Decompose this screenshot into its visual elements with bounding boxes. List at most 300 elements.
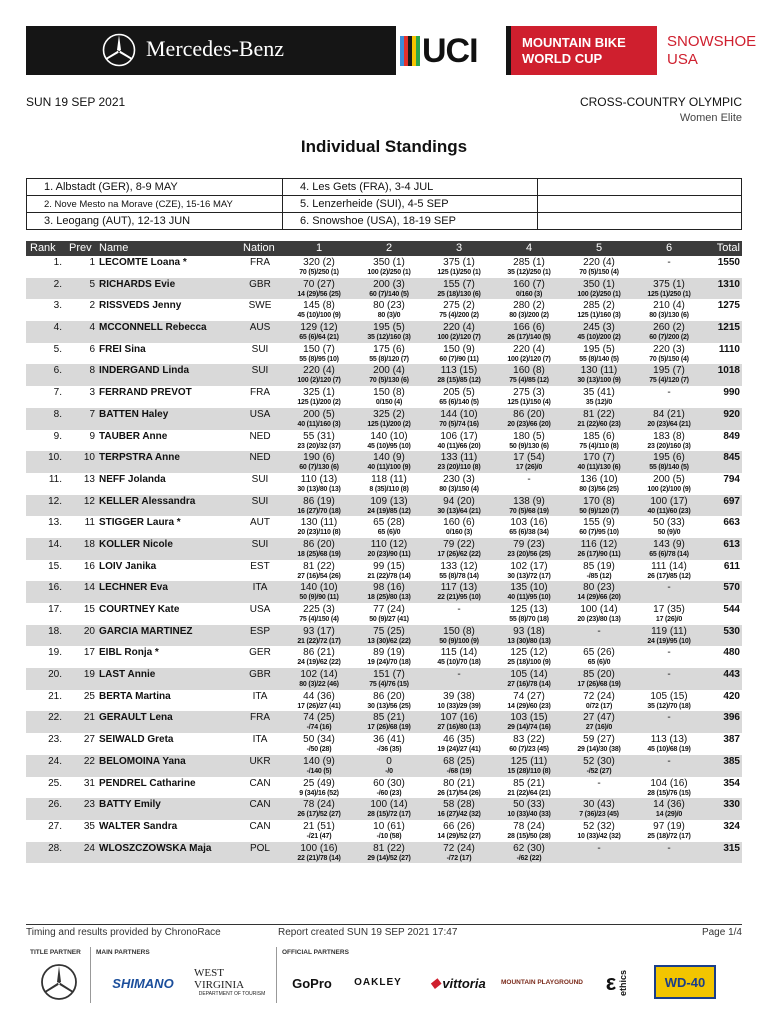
round-detail-cell: -/36 (35) <box>376 746 402 754</box>
rider-name-cell: KELLER Alessandra <box>99 495 196 507</box>
round-points-cell: 102 (14) <box>300 669 338 681</box>
round-detail-cell: 80 (3)/130 (6) <box>649 312 689 320</box>
nation-cell: CAN <box>249 799 271 811</box>
round-detail-cell: 17 (26)/0 <box>655 616 683 623</box>
rider-name-cell: WALTER Sandra <box>99 820 178 832</box>
table-row <box>26 646 742 668</box>
col-total: Total <box>716 242 740 254</box>
round-points-cell: 111 (14) <box>651 560 687 572</box>
table-row <box>26 451 742 473</box>
round-detail-cell: 70 (5)/250 (1) <box>299 269 339 276</box>
round-detail-cell: 45 (10)/100 (9) <box>297 312 341 320</box>
round-detail-cell: 19 (24)/27 (41) <box>437 746 481 754</box>
round-points-cell: 85 (21) <box>513 777 545 789</box>
round-points-cell: 81 (22) <box>373 842 405 854</box>
round-detail-cell: 50 (9)/120 (7) <box>579 507 619 515</box>
round-detail-cell: 20 (23)/64 (21) <box>647 420 691 428</box>
nation-cell: FRA <box>250 387 270 399</box>
prev-rank-cell: 18 <box>83 538 95 550</box>
round-detail-cell: 25 (18)/100 (9) <box>507 659 551 667</box>
total-cell: 663 <box>723 517 740 529</box>
prev-rank-cell: 7 <box>89 408 95 420</box>
round-empty <box>538 196 741 213</box>
rank-cell: 14. <box>48 538 62 550</box>
round-points-cell: 74 (27) <box>513 690 545 702</box>
round-detail-cell: 80 (3)/0 <box>377 312 401 320</box>
round-detail-cell: 65 (6)/78 (14) <box>649 550 689 558</box>
round-points-cell: 260 (2) <box>653 322 685 334</box>
round-points-cell: 17 (54) <box>513 452 545 464</box>
round-detail-cell: 55 (8)/120 (7) <box>369 355 409 363</box>
round-detail-cell: 26 (17)/85 (12) <box>647 572 691 580</box>
nation-cell: ITA <box>252 734 268 746</box>
round-points-cell: 130 (11) <box>580 365 618 377</box>
round-points-cell: 136 (10) <box>580 473 618 485</box>
round-points-cell: 65 (28) <box>373 517 405 529</box>
round-detail-cell: 29 (14)/74 (16) <box>507 724 551 732</box>
round-points-cell: 155 (7) <box>443 278 475 290</box>
round-points-cell: 80 (21) <box>443 777 475 789</box>
round-points-cell: 125 (11) <box>510 755 548 767</box>
round-detail-cell: 50 (9)/0 <box>657 529 681 537</box>
round-points-cell: 140 (9) <box>373 452 405 464</box>
round-points-cell: 78 (24) <box>303 799 335 811</box>
round-detail-cell: 18 (25)/80 (13) <box>367 594 411 602</box>
prev-rank-cell: 14 <box>83 582 95 594</box>
round-detail-cell: 75 (4)/85 (12) <box>509 377 549 385</box>
round-detail-cell: 100 (2)/120 (7) <box>507 355 551 363</box>
round-detail-cell: 8 (35)/110 (8) <box>369 485 409 493</box>
round-points-cell: 285 (2) <box>583 300 615 312</box>
prev-rank-cell: 15 <box>83 604 95 615</box>
round-detail-cell: 75 (4)/110 (8) <box>579 442 619 450</box>
round-points-cell: 150 (8) <box>373 387 405 399</box>
round-detail-cell: 100 (2)/250 (1) <box>577 290 621 298</box>
round-detail-cell: -/10 (58) <box>376 832 402 840</box>
round-detail-cell: 65 (6)/0 <box>377 529 401 537</box>
round-points-cell: 86 (19) <box>303 495 335 507</box>
round-detail-cell: 17 (26)/68 (19) <box>367 724 411 732</box>
round-detail-cell: 23 (20)/56 (25) <box>507 550 551 558</box>
rider-name-cell: GERAULT Lena <box>99 712 173 724</box>
round-detail-cell: 55 (8)/70 (18) <box>509 616 549 623</box>
round-points-cell: 50 (33) <box>653 517 685 529</box>
total-cell: 354 <box>723 777 740 789</box>
rank-cell: 10. <box>48 452 62 464</box>
round-detail-cell: 35 (12)/160 (3) <box>367 334 411 342</box>
round-points-cell: - <box>667 712 671 724</box>
rank-cell: 2. <box>53 278 62 290</box>
rank-cell: 12. <box>48 495 62 507</box>
round-points-cell: 195 (7) <box>653 365 685 377</box>
round-points-cell: 58 (28) <box>443 799 475 811</box>
round-points-cell: 350 (1) <box>373 257 405 268</box>
rank-cell: 6. <box>53 365 62 377</box>
round-detail-cell: 23 (20)/32 (37) <box>297 442 341 450</box>
round-points-cell: - <box>597 777 601 789</box>
round-2: 2. Nove Mesto na Morave (CZE), 15-16 MAY <box>27 196 283 213</box>
table-row <box>26 516 742 538</box>
prev-rank-cell: 2 <box>89 300 95 312</box>
round-detail-cell: -/140 (5) <box>306 767 332 775</box>
round-detail-cell: 80 (3)/22 (46) <box>299 681 339 689</box>
round-detail-cell: 40 (11)/130 (6) <box>577 464 621 472</box>
round-detail-cell: 75 (4)/200 (2) <box>439 312 479 320</box>
round-points-cell: 125 (12) <box>510 647 548 659</box>
round-detail-cell: 28 (15)/72 (17) <box>367 811 411 819</box>
round-points-cell: 66 (26) <box>443 820 475 832</box>
table-row <box>26 733 742 755</box>
round-points-cell: - <box>667 647 671 659</box>
round-points-cell: 72 (24) <box>443 842 475 854</box>
table-row <box>26 408 742 430</box>
round-points-cell: 350 (1) <box>583 278 615 290</box>
round-points-cell: - <box>667 257 671 268</box>
round-detail-cell: 60 (7)/140 (5) <box>369 290 409 298</box>
round-points-cell: - <box>597 842 601 854</box>
round-detail-cell: 24 (19)/62 (22) <box>297 659 341 667</box>
round-detail-cell: 22 (21)/78 (14) <box>297 854 341 862</box>
prev-rank-cell: 16 <box>83 560 95 572</box>
round-empty <box>538 213 741 230</box>
round-detail-cell: 125 (1)/250 (1) <box>437 269 481 276</box>
round-points-cell: 81 (22) <box>303 560 335 572</box>
nation-cell: CAN <box>249 820 271 832</box>
round-detail-cell: -/0 <box>385 767 393 775</box>
round-points-cell: 50 (34) <box>303 734 335 746</box>
round-detail-cell: 50 (9)/27 (41) <box>369 616 409 623</box>
round-points-cell: 77 (24) <box>373 604 405 615</box>
round-detail-cell: 60 (7)/23 (45) <box>509 746 549 754</box>
rider-name-cell: BATTEN Haley <box>99 408 169 420</box>
round-detail-cell: 75 (4)/120 (7) <box>649 377 689 385</box>
nation-cell: GBR <box>249 669 271 681</box>
round-points-cell: - <box>667 755 671 767</box>
table-row <box>26 755 742 777</box>
col-round-5: 5 <box>595 242 603 254</box>
prev-rank-cell: 10 <box>83 452 95 464</box>
round-detail-cell: 17 (26)/27 (41) <box>297 702 341 710</box>
round-detail-cell: -/85 (12) <box>586 572 612 580</box>
rider-name-cell: FREI Sina <box>99 343 146 355</box>
round-detail-cell: -/74 (16) <box>306 724 332 732</box>
round-detail-cell: 9 (34)/16 (52) <box>299 789 339 797</box>
round-points-cell: 30 (43) <box>583 799 615 811</box>
event-name: CROSS-COUNTRY OLYMPIC <box>579 95 742 109</box>
round-detail-cell: 30 (13)/80 (13) <box>297 485 341 493</box>
round-detail-cell: 40 (11)/60 (23) <box>647 507 691 515</box>
round-points-cell: 200 (3) <box>373 278 405 290</box>
round-detail-cell: 40 (11)/100 (9) <box>367 464 411 472</box>
round-detail-cell: 60 (7)/130 (6) <box>299 464 339 472</box>
rider-name-cell: PENDREL Catharine <box>99 777 196 789</box>
nation-cell: SUI <box>251 365 269 377</box>
col-prev: Prev <box>69 242 92 254</box>
round-points-cell: 119 (11) <box>651 625 687 637</box>
round-points-cell: 150 (7) <box>303 343 335 355</box>
round-points-cell: 62 (30) <box>513 842 545 854</box>
round-points-cell: 320 (2) <box>303 257 335 268</box>
round-detail-cell: -/68 (19) <box>446 767 472 775</box>
round-detail-cell: 26 (17)/140 (5) <box>507 334 551 342</box>
round-detail-cell: 25 (18)/72 (17) <box>647 832 691 840</box>
round-points-cell: 103 (16) <box>510 517 548 529</box>
round-detail-cell: 100 (2)/120 (7) <box>437 334 481 342</box>
nation-cell: AUS <box>249 322 271 334</box>
rank-cell: 26. <box>48 799 62 811</box>
rider-name-cell: COURTNEY Kate <box>99 604 180 615</box>
round-detail-cell: 23 (20)/160 (3) <box>647 442 691 450</box>
prev-rank-cell: 3 <box>89 387 95 399</box>
round-detail-cell: 15 (28)/110 (8) <box>507 767 551 775</box>
round-points-cell: 210 (4) <box>653 300 685 312</box>
round-points-cell: 125 (13) <box>510 604 548 615</box>
prev-rank-cell: 5 <box>89 278 95 290</box>
round-detail-cell: 55 (8)/140 (5) <box>649 464 689 472</box>
venue-line1: SNOWSHOE <box>667 33 757 50</box>
table-row <box>26 430 742 452</box>
round-detail-cell: 30 (13)/72 (17) <box>507 572 551 580</box>
series-line1: MOUNTAIN BIKE <box>522 35 626 50</box>
title-partner-label: TITLE PARTNER <box>30 949 81 956</box>
round-detail-cell: 14 (29)/56 (25) <box>297 290 341 298</box>
round-points-cell: - <box>667 842 671 854</box>
rainbow-stripes-icon <box>400 36 420 66</box>
rider-name-cell: BERTA Martina <box>99 690 171 702</box>
round-detail-cell: 70 (5)/130 (6) <box>369 377 409 385</box>
sponsor-name: Mercedes-Benz <box>146 36 285 61</box>
mercedes-star-icon <box>102 33 136 67</box>
rider-name-cell: LECOMTE Loana * <box>99 257 187 268</box>
round-points-cell: 106 (17) <box>440 430 478 442</box>
round-detail-cell: 30 (13)/100 (9) <box>577 377 621 385</box>
rank-cell: 16. <box>48 582 62 594</box>
prev-rank-cell: 21 <box>83 712 95 724</box>
round-detail-cell: 65 (6)/0 <box>587 659 611 667</box>
rider-name-cell: EIBL Ronja * <box>99 647 159 659</box>
round-points-cell: 170 (8) <box>583 495 615 507</box>
round-points-cell: 200 (5) <box>303 408 335 420</box>
round-points-cell: 89 (19) <box>373 647 405 659</box>
rank-cell: 22. <box>48 712 62 724</box>
round-detail-cell: 45 (10)/95 (10) <box>367 442 411 450</box>
round-detail-cell: 28 (15)/76 (15) <box>647 789 691 797</box>
series-badge <box>511 26 657 75</box>
round-points-cell: 195 (5) <box>583 343 615 355</box>
round-detail-cell: 55 (8)/140 (5) <box>579 355 619 363</box>
round-detail-cell: 26 (17)/54 (26) <box>437 789 481 797</box>
col-round-1: 1 <box>315 242 323 254</box>
col-rank: Rank <box>30 242 56 254</box>
round-points-cell: 83 (22) <box>513 734 545 746</box>
table-row <box>26 668 742 690</box>
round-detail-cell: 28 (15)/50 (28) <box>507 832 551 840</box>
round-points-cell: 325 (1) <box>303 387 335 399</box>
round-points-cell: 110 (13) <box>300 473 338 485</box>
round-points-cell: 50 (33) <box>513 799 545 811</box>
uci-logo <box>396 26 506 75</box>
category: Women Elite <box>679 112 742 124</box>
rider-name-cell: FERRAND PREVOT <box>99 387 192 399</box>
total-cell: 794 <box>723 473 740 485</box>
prev-rank-cell: 25 <box>83 690 95 702</box>
round-points-cell: 151 (7) <box>373 669 405 681</box>
nation-cell: SUI <box>251 473 269 485</box>
table-row <box>26 278 742 300</box>
prev-rank-cell: 35 <box>83 820 95 832</box>
round-points-cell: 85 (21) <box>373 712 405 724</box>
rider-name-cell: LOIV Janika <box>99 560 157 572</box>
round-points-cell: 133 (12) <box>440 560 478 572</box>
total-cell: 697 <box>723 495 740 507</box>
round-detail-cell: 13 (30)/62 (22) <box>367 637 411 645</box>
prev-rank-cell: 1 <box>89 257 95 268</box>
total-cell: 849 <box>723 430 740 442</box>
venue-badge <box>657 26 757 75</box>
round-empty <box>538 179 741 196</box>
rider-name-cell: KOLLER Nicole <box>99 538 173 550</box>
round-points-cell: 80 (23) <box>583 582 615 594</box>
round-detail-cell: 27 (16)/80 (13) <box>437 724 481 732</box>
round-points-cell: 129 (12) <box>300 322 338 334</box>
official-partners-label: OFFICIAL PARTNERS <box>282 949 349 956</box>
round-detail-cell: 7 (36)/23 (45) <box>579 811 619 819</box>
prev-rank-cell: 23 <box>83 799 95 811</box>
round-points-cell: 55 (31) <box>303 430 335 442</box>
rank-cell: 25. <box>48 777 62 789</box>
round-points-cell: 140 (9) <box>303 755 335 767</box>
round-detail-cell: 27 (16)/78 (14) <box>507 681 551 689</box>
partners-strip <box>26 945 742 1005</box>
round-detail-cell: 45 (10)/68 (19) <box>647 746 691 754</box>
round-points-cell: 79 (22) <box>443 538 475 550</box>
round-detail-cell: 13 (30)/80 (13) <box>507 637 551 645</box>
total-cell: 324 <box>723 820 740 832</box>
round-points-cell: 150 (8) <box>443 625 475 637</box>
rider-name-cell: TAUBER Anne <box>99 430 168 442</box>
shimano-logo: SHIMANO <box>112 975 174 991</box>
round-detail-cell: -/21 (47) <box>306 832 332 840</box>
total-cell: 613 <box>723 538 740 550</box>
page-title: Individual Standings <box>300 137 468 156</box>
round-6: 6. Snowshoe (USA), 18-19 SEP <box>283 213 538 230</box>
nation-cell: EST <box>250 560 270 572</box>
round-detail-cell: 26 (17)/90 (11) <box>577 550 621 558</box>
total-cell: 315 <box>723 842 740 854</box>
round-detail-cell: 0/160 (3) <box>445 529 473 537</box>
table-row <box>26 820 742 842</box>
round-detail-cell: 20 (23)/80 (13) <box>577 616 621 623</box>
round-points-cell: - <box>457 604 461 615</box>
timing-credit: Timing and results provided by ChronoRace <box>26 927 221 938</box>
rank-cell: 21. <box>48 690 62 702</box>
total-cell: 480 <box>723 647 740 659</box>
round-detail-cell: 21 (22)/64 (21) <box>507 789 551 797</box>
round-detail-cell: -/62 (22) <box>516 854 542 862</box>
col-round-4: 4 <box>525 242 533 254</box>
round-points-cell: - <box>597 625 601 637</box>
rank-cell: 17. <box>48 604 62 615</box>
round-detail-cell: 21 (22)/60 (23) <box>577 420 621 428</box>
round-points-cell: 39 (38) <box>443 690 475 702</box>
total-cell: 920 <box>723 408 740 420</box>
round-detail-cell: -/72 (17) <box>446 854 472 862</box>
nation-cell: ITA <box>252 690 268 702</box>
round-points-cell: 93 (17) <box>303 625 335 637</box>
round-detail-cell: 29 (14)/52 (27) <box>367 854 411 862</box>
round-points-cell: 100 (14) <box>580 604 618 615</box>
round-detail-cell: 27 (16)/54 (26) <box>297 572 341 580</box>
rider-name-cell: NEFF Jolanda <box>99 473 166 485</box>
nation-cell: NED <box>249 452 271 464</box>
page-number: Page 1/4 <box>701 927 742 938</box>
round-detail-cell: 50 (9)/90 (11) <box>299 594 339 602</box>
round-points-cell: 220 (4) <box>513 343 545 355</box>
round-points-cell: 94 (20) <box>443 495 475 507</box>
round-points-cell: - <box>667 387 671 399</box>
nation-cell: GBR <box>249 278 271 290</box>
rank-cell: 13. <box>48 517 62 529</box>
round-points-cell: 21 (51) <box>303 820 335 832</box>
round-points-cell: 195 (5) <box>373 322 405 334</box>
rank-cell: 7. <box>53 387 62 399</box>
round-detail-cell: 10 (33)/29 (39) <box>437 702 481 710</box>
round-points-cell: 44 (36) <box>303 690 335 702</box>
total-cell: 387 <box>723 734 740 746</box>
round-points-cell: 84 (21) <box>653 408 685 420</box>
table-row <box>26 538 742 560</box>
rider-name-cell: GARCIA MARTINEZ <box>99 625 193 637</box>
rider-name-cell: MCCONNELL Rebecca <box>99 322 207 334</box>
round-detail-cell: 24 (19)/95 (10) <box>647 637 691 645</box>
table-row <box>26 256 742 278</box>
round-points-cell: 143 (9) <box>653 538 685 550</box>
round-points-cell: 285 (1) <box>513 257 545 268</box>
mountain-playground-logo: MOUNTAIN PLAYGROUND <box>501 978 583 986</box>
west-virginia-logo: WEST VIRGINIA DEPARTMENT OF TOURISM <box>194 967 266 997</box>
round-detail-cell: 0/72 (17) <box>585 702 613 710</box>
mercedes-star-icon <box>40 963 78 1001</box>
round-points-cell: 75 (25) <box>373 625 405 637</box>
round-detail-cell: 14 (29)/66 (20) <box>577 594 621 602</box>
col-round-3: 3 <box>455 242 463 254</box>
round-points-cell: 133 (11) <box>440 452 478 464</box>
total-cell: 396 <box>723 712 740 724</box>
round-points-cell: 220 (4) <box>583 257 615 268</box>
round-points-cell: 10 (61) <box>373 820 405 832</box>
nation-cell: SUI <box>251 495 269 507</box>
round-detail-cell: 14 (29)/52 (27) <box>437 832 481 840</box>
round-points-cell: 99 (15) <box>373 560 405 572</box>
round-detail-cell: 23 (20)/110 (8) <box>437 464 481 472</box>
round-points-cell: 52 (32) <box>583 820 615 832</box>
wd40-logo: WD-40 <box>654 965 716 999</box>
total-cell: 990 <box>723 387 740 399</box>
rank-cell: 18. <box>48 625 62 637</box>
round-detail-cell: -/52 (27) <box>586 767 612 775</box>
round-detail-cell: 19 (24)/70 (18) <box>367 659 411 667</box>
round-detail-cell: 75 (4)/76 (15) <box>369 681 409 689</box>
rank-cell: 23. <box>48 734 62 746</box>
round-detail-cell: 10 (33)/40 (33) <box>507 811 551 819</box>
prev-rank-cell: 22 <box>83 755 95 767</box>
total-cell: 845 <box>723 452 740 464</box>
round-points-cell: 97 (19) <box>653 820 685 832</box>
round-points-cell: - <box>667 669 671 681</box>
nation-cell: NED <box>249 430 271 442</box>
round-points-cell: 245 (3) <box>583 322 615 334</box>
round-detail-cell: 30 (13)/64 (21) <box>437 507 481 515</box>
